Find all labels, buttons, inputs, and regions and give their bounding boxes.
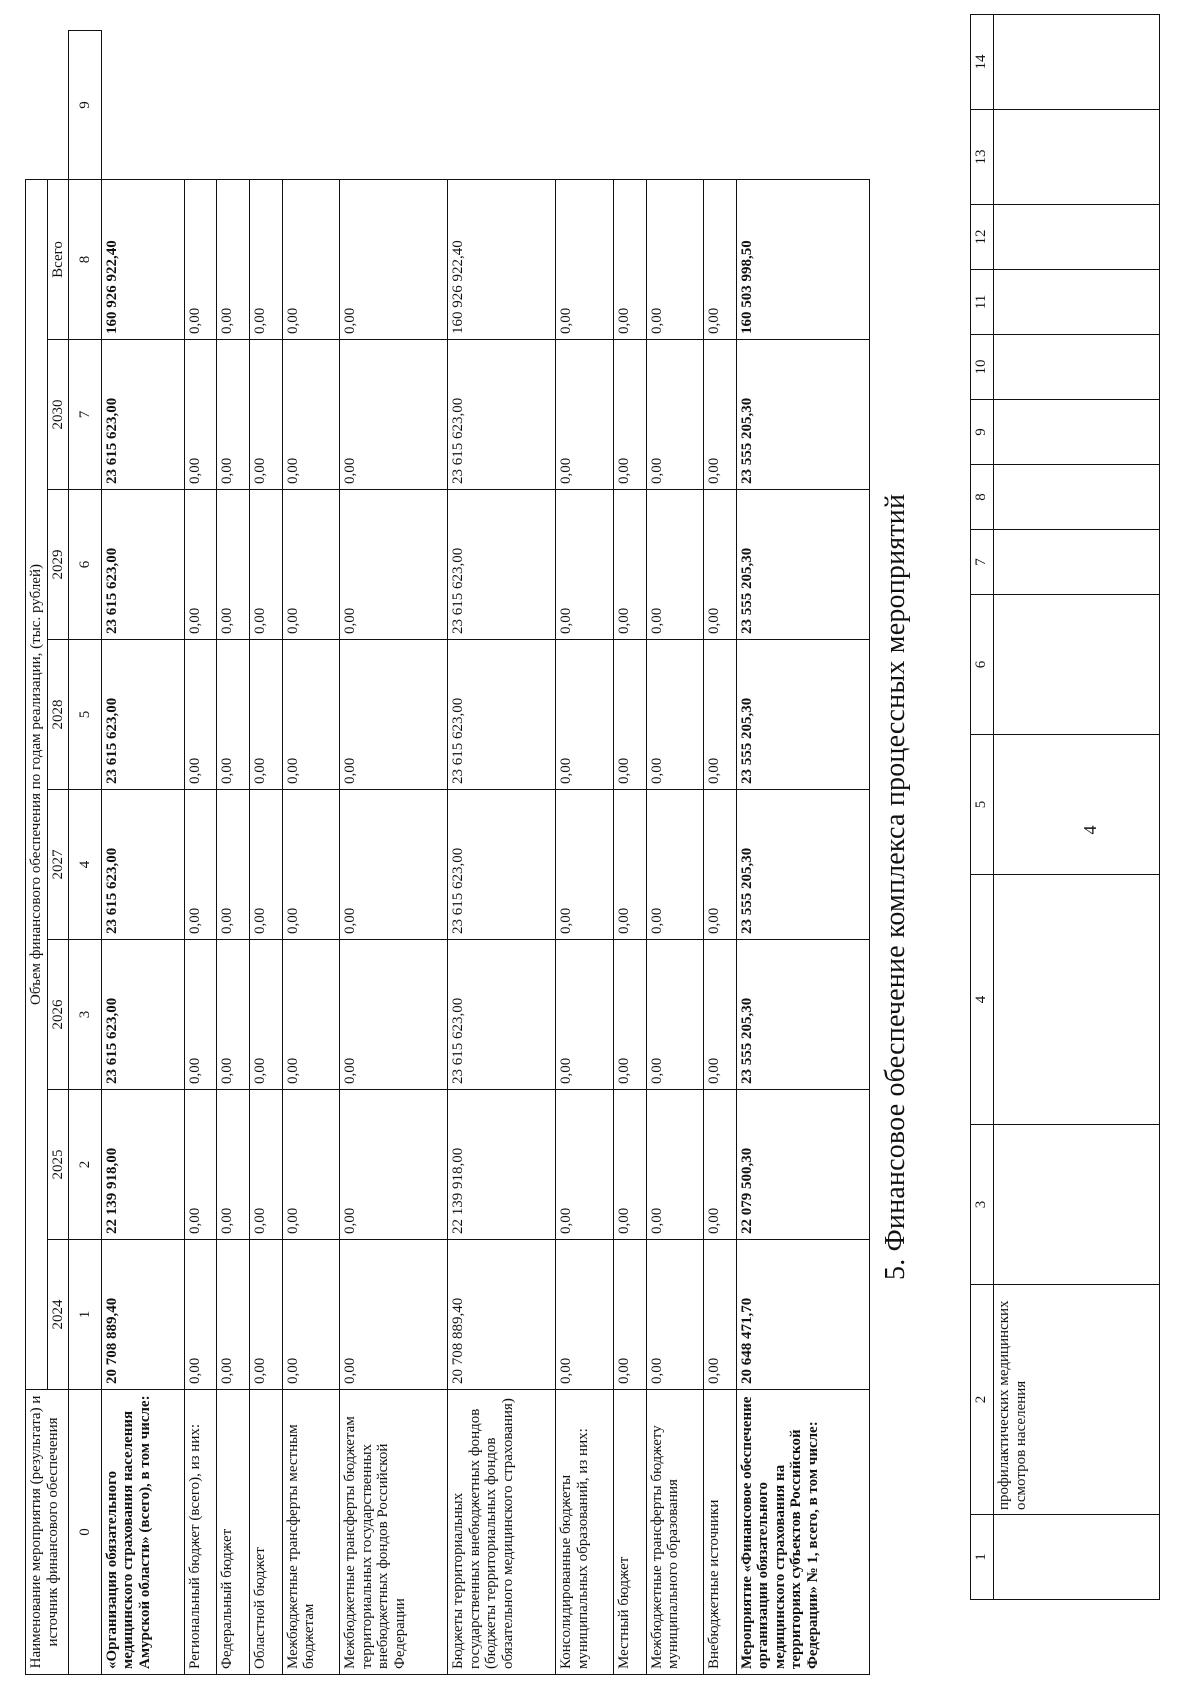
value-cell: 0,00 bbox=[613, 1240, 646, 1390]
value-cell: 0,00 bbox=[556, 790, 614, 940]
row-name: Местный бюджет bbox=[613, 1390, 646, 1675]
value-cell: 20 708 889,40 bbox=[448, 1240, 556, 1390]
value-cell: 23 615 623,00 bbox=[101, 490, 184, 640]
value-cell: 0,00 bbox=[217, 940, 250, 1090]
fragment-cell bbox=[994, 400, 1160, 465]
value-cell: 0,00 bbox=[704, 640, 737, 790]
value-cell: 0,00 bbox=[556, 1240, 614, 1390]
year-header: Всего bbox=[47, 180, 69, 340]
value-cell: 0,00 bbox=[704, 180, 737, 340]
value-cell: 0,00 bbox=[340, 940, 448, 1090]
value-cell: 0,00 bbox=[217, 180, 250, 340]
value-cell: 23 555 205,30 bbox=[736, 490, 869, 640]
value-cell: 0,00 bbox=[249, 640, 282, 790]
volume-header: Объем финансового обеспечения по годам реализации, (тыс. рублей) bbox=[26, 180, 48, 1390]
value-cell: 160 503 998,50 bbox=[736, 180, 869, 340]
value-cell: 0,00 bbox=[646, 940, 704, 1090]
value-cell: 23 615 623,00 bbox=[101, 790, 184, 940]
value-cell: 0,00 bbox=[613, 180, 646, 340]
value-cell: 0,00 bbox=[249, 340, 282, 490]
value-cell: 22 139 918,00 bbox=[101, 1090, 184, 1240]
value-cell: 0,00 bbox=[184, 790, 217, 940]
table-row bbox=[556, 31, 614, 1675]
table-row bbox=[613, 31, 646, 1675]
name-header: Наименование мероприятия (результата) и источник финансового обеспечения bbox=[26, 1390, 69, 1675]
row-name: Межбюджетные трансферты бюджету муниципального образования bbox=[646, 1390, 704, 1675]
value-cell: 0,00 bbox=[184, 940, 217, 1090]
value-cell: 0,00 bbox=[249, 790, 282, 940]
row-name: «Организация обязательного медицинского страхования населения Амурской области» (всего), в том числе: bbox=[101, 1390, 184, 1675]
value-cell: 0,00 bbox=[646, 340, 704, 490]
row-name: Мероприятие «Финансовое обеспечение организации обязательного медицинского страхования на территориях субъектов Российской Федерации» № 1, всего, в том числе: bbox=[736, 1390, 869, 1675]
row-name: Федеральный бюджет bbox=[217, 1390, 250, 1675]
value-cell: 23 615 623,00 bbox=[448, 790, 556, 940]
value-cell: 0,00 bbox=[556, 940, 614, 1090]
value-cell: 0,00 bbox=[217, 640, 250, 790]
value-cell: 0,00 bbox=[556, 180, 614, 340]
value-cell: 0,00 bbox=[184, 1090, 217, 1240]
financing-table bbox=[25, 30, 870, 1675]
value-cell: 0,00 bbox=[613, 790, 646, 940]
value-cell: 0,00 bbox=[282, 790, 340, 940]
year-header: 2025 bbox=[47, 1090, 69, 1240]
table-row bbox=[282, 31, 340, 1675]
fragment-cell bbox=[994, 110, 1160, 205]
table-row bbox=[736, 31, 869, 1675]
row-name: Консолидированные бюджеты муниципальных образований, из них: bbox=[556, 1390, 614, 1675]
value-cell: 23 615 623,00 bbox=[101, 340, 184, 490]
column-number: 9 bbox=[69, 31, 102, 180]
fragment-column-number: 8 bbox=[971, 465, 994, 530]
value-cell: 0,00 bbox=[340, 180, 448, 340]
fragment-cell bbox=[994, 1125, 1160, 1285]
value-cell: 0,00 bbox=[340, 640, 448, 790]
table-row bbox=[340, 31, 448, 1675]
value-cell: 0,00 bbox=[184, 1240, 217, 1390]
value-cell: 0,00 bbox=[646, 1240, 704, 1390]
value-cell: 0,00 bbox=[217, 1090, 250, 1240]
value-cell: 23 615 623,00 bbox=[448, 490, 556, 640]
value-cell: 0,00 bbox=[340, 1090, 448, 1240]
fragment-cell bbox=[994, 335, 1160, 400]
value-cell: 0,00 bbox=[704, 490, 737, 640]
year-header: 2024 bbox=[47, 1240, 69, 1390]
fragment-cell bbox=[994, 875, 1160, 1125]
value-cell: 0,00 bbox=[340, 790, 448, 940]
value-cell: 0,00 bbox=[704, 1090, 737, 1240]
year-header: 2030 bbox=[47, 340, 69, 490]
value-cell: 0,00 bbox=[282, 340, 340, 490]
value-cell: 0,00 bbox=[184, 640, 217, 790]
value-cell: 0,00 bbox=[646, 790, 704, 940]
fragment-cell bbox=[994, 530, 1160, 595]
column-number: 5 bbox=[69, 640, 102, 790]
fragment-cell bbox=[994, 270, 1160, 335]
value-cell: 23 615 623,00 bbox=[101, 940, 184, 1090]
value-cell: 0,00 bbox=[340, 1240, 448, 1390]
previous-table-fragment bbox=[970, 14, 1160, 1600]
value-cell: 0,00 bbox=[282, 490, 340, 640]
column-number: 4 bbox=[69, 790, 102, 940]
fragment-column-number: 9 bbox=[971, 400, 994, 465]
value-cell: 0,00 bbox=[249, 490, 282, 640]
fragment-column-number: 6 bbox=[971, 595, 994, 735]
header-row bbox=[26, 31, 48, 1675]
value-cell: 0,00 bbox=[282, 940, 340, 1090]
value-cell: 0,00 bbox=[556, 1090, 614, 1240]
value-cell: 160 926 922,40 bbox=[448, 180, 556, 340]
value-cell: 0,00 bbox=[704, 340, 737, 490]
column-number: 8 bbox=[69, 180, 102, 340]
value-cell: 22 139 918,00 bbox=[448, 1090, 556, 1240]
year-header: 2028 bbox=[47, 640, 69, 790]
value-cell: 0,00 bbox=[249, 180, 282, 340]
year-header: 2027 bbox=[47, 790, 69, 940]
value-cell: 0,00 bbox=[646, 490, 704, 640]
section-title: 5. Финансовое обеспечение комплекса процессных мероприятий bbox=[880, 493, 911, 1280]
fragment-column-number: 5 bbox=[971, 735, 994, 875]
value-cell: 0,00 bbox=[249, 1240, 282, 1390]
value-cell: 0,00 bbox=[556, 640, 614, 790]
value-cell: 0,00 bbox=[217, 790, 250, 940]
fragment-column-number: 11 bbox=[971, 270, 994, 335]
value-cell: 0,00 bbox=[613, 340, 646, 490]
value-cell: 0,00 bbox=[556, 340, 614, 490]
fragment-column-number: 1 bbox=[971, 1515, 994, 1600]
column-number: 1 bbox=[69, 1240, 102, 1390]
value-cell: 0,00 bbox=[184, 490, 217, 640]
value-cell: 20 648 471,70 bbox=[736, 1240, 869, 1390]
column-number: 3 bbox=[69, 940, 102, 1090]
value-cell: 0,00 bbox=[556, 490, 614, 640]
value-cell: 0,00 bbox=[217, 1240, 250, 1390]
fragment-cell bbox=[994, 1515, 1160, 1600]
column-number: 0 bbox=[69, 1390, 102, 1675]
table-row bbox=[704, 31, 737, 1675]
fragment-column-number: 13 bbox=[971, 110, 994, 205]
value-cell: 160 926 922,40 bbox=[101, 180, 184, 340]
column-numbers-row bbox=[69, 31, 102, 1675]
fragment-column-number: 14 bbox=[971, 15, 994, 110]
row-name: Межбюджетные трансферты местным бюджетам bbox=[282, 1390, 340, 1675]
table-row bbox=[101, 31, 184, 1675]
fragment-cell bbox=[994, 465, 1160, 530]
value-cell: 0,00 bbox=[340, 340, 448, 490]
fragment-data-row bbox=[994, 15, 1160, 1600]
value-cell: 23 615 623,00 bbox=[448, 940, 556, 1090]
column-number: 6 bbox=[69, 490, 102, 640]
value-cell: 0,00 bbox=[282, 640, 340, 790]
year-header: 2029 bbox=[47, 490, 69, 640]
column-number: 7 bbox=[69, 340, 102, 490]
row-name: Областной бюджет bbox=[249, 1390, 282, 1675]
value-cell: 20 708 889,40 bbox=[101, 1240, 184, 1390]
value-cell: 23 615 623,00 bbox=[101, 640, 184, 790]
row-name: Межбюджетные трансферты бюджетам территориальных государственных внебюджетных фондов Российской Федерации bbox=[340, 1390, 448, 1675]
value-cell: 0,00 bbox=[646, 640, 704, 790]
year-header: 2026 bbox=[47, 940, 69, 1090]
fragment-cell bbox=[994, 735, 1160, 875]
value-cell: 23 555 205,30 bbox=[736, 790, 869, 940]
value-cell: 0,00 bbox=[704, 790, 737, 940]
value-cell: 0,00 bbox=[184, 340, 217, 490]
value-cell: 0,00 bbox=[217, 340, 250, 490]
fragment-cell bbox=[994, 15, 1160, 110]
fragment-column-number: 3 bbox=[971, 1125, 994, 1285]
table-row bbox=[249, 31, 282, 1675]
page-number: 4 bbox=[1080, 825, 1100, 835]
value-cell: 0,00 bbox=[249, 940, 282, 1090]
value-cell: 23 615 623,00 bbox=[448, 340, 556, 490]
value-cell: 0,00 bbox=[613, 640, 646, 790]
value-cell: 0,00 bbox=[646, 1090, 704, 1240]
value-cell: 0,00 bbox=[613, 490, 646, 640]
table-row bbox=[646, 31, 704, 1675]
value-cell: 0,00 bbox=[613, 1090, 646, 1240]
row-name: Бюджеты территориальных государственных внебюджетных фондов (бюджеты территориальных фондов обязательного медицинского страхования) bbox=[448, 1390, 556, 1675]
fragment-column-number: 2 bbox=[971, 1285, 994, 1515]
fragment-cell: профилактических медицинских осмотров населения bbox=[994, 1285, 1160, 1515]
value-cell: 0,00 bbox=[704, 940, 737, 1090]
table-row bbox=[448, 31, 556, 1675]
value-cell: 0,00 bbox=[613, 940, 646, 1090]
value-cell: 23 555 205,30 bbox=[736, 940, 869, 1090]
value-cell: 23 555 205,30 bbox=[736, 340, 869, 490]
row-name: Внебюджетные источники bbox=[704, 1390, 737, 1675]
row-name: Региональный бюджет (всего), из них: bbox=[184, 1390, 217, 1675]
fragment-column-number: 12 bbox=[971, 205, 994, 270]
fragment-column-number: 4 bbox=[971, 875, 994, 1125]
column-number: 2 bbox=[69, 1090, 102, 1240]
value-cell: 0,00 bbox=[282, 1240, 340, 1390]
value-cell: 22 079 500,30 bbox=[736, 1090, 869, 1240]
value-cell: 0,00 bbox=[282, 180, 340, 340]
value-cell: 0,00 bbox=[249, 1090, 282, 1240]
value-cell: 0,00 bbox=[340, 490, 448, 640]
fragment-column-number: 10 bbox=[971, 335, 994, 400]
value-cell: 0,00 bbox=[217, 490, 250, 640]
fragment-header-row bbox=[971, 15, 994, 1600]
value-cell: 23 615 623,00 bbox=[448, 640, 556, 790]
table-row bbox=[217, 31, 250, 1675]
value-cell: 0,00 bbox=[184, 180, 217, 340]
table-row bbox=[184, 31, 217, 1675]
fragment-cell bbox=[994, 595, 1160, 735]
fragment-cell bbox=[994, 205, 1160, 270]
value-cell: 0,00 bbox=[646, 180, 704, 340]
value-cell: 0,00 bbox=[704, 1240, 737, 1390]
value-cell: 23 555 205,30 bbox=[736, 640, 869, 790]
value-cell: 0,00 bbox=[282, 1090, 340, 1240]
financing-table-body bbox=[69, 31, 870, 1675]
fragment-column-number: 7 bbox=[971, 530, 994, 595]
